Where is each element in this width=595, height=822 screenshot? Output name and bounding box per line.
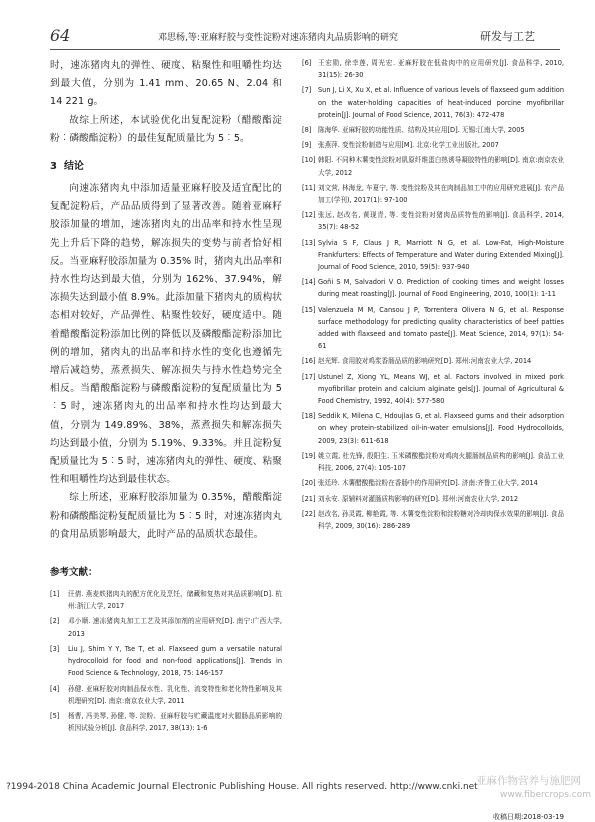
section-heading <box>50 159 282 175</box>
reference-number: [2] <box>50 617 60 626</box>
reference-text: 张远, 赵改名, 黄现青, 等. 变性淀粉对猪肉品质特性的影响[J]. 食品科学, 2014, 35(7): 48-52 <box>318 211 564 232</box>
reference-text: 刘文营, 林海龙, 车夏宁, 等. 变性淀粉及其在肉制品加工中的应用研究进展[J]. 农产品加工(学刊), 2017(1): 97-100 <box>318 183 564 205</box>
reference-item <box>302 209 564 233</box>
paragraph-continued: 时，速冻猪肉丸的弹性、硬度、粘聚性和咀嚼性均达到最大值，分别为 1.41 mm、20.65 N、2.04 和 14 221 g。 <box>50 60 282 108</box>
reference-item <box>302 57 564 81</box>
reference-item <box>50 615 282 639</box>
reference-text: Goñi S M, Salvadori V O. Prediction of cooking times and weight losses during meat roasting[J]. Journal of Food Engineering, 2010, 100(1): 1-11 <box>318 278 564 299</box>
reference-number: [22] <box>302 509 316 518</box>
reference-text: 张廷玲. 木薯醋酸酯淀粉在香肠中的作用研究[D]. 济南:齐鲁工业大学, 2014 <box>318 479 538 488</box>
reference-item <box>302 84 564 121</box>
reference-item <box>50 588 282 612</box>
reference-item <box>302 410 564 447</box>
reference-text: Seddik K, Milena C, Hdoujlas G, et al. Flaxseed gums and their adsorption on whey protein-stabilized oil-in-water emulsions[J]. Food Hydrocolloids, 2009, 23(3): 611-618 <box>318 412 564 445</box>
reference-text: Sylvia S F, Claus J R, Marriott N G, et al. Low-Fat, High-Moisture Frankfurters: Effects of Temperature and Water during Extended Mixing[J]. Journal of Food Science, 2010, 59(5): 937-940 <box>318 238 564 272</box>
reference-number: [14] <box>302 278 316 287</box>
reference-number: [4] <box>50 684 60 693</box>
reference-number: [1] <box>50 590 60 599</box>
reference-text: Ustunel Z, Xiong YL, Means WJ, et al. Factors involved in mixed pork myofibrillar protein and calcium alginate gels[J]. Journal of Agricultural & Food Chemistry, 1992, 40(4): 577-580 <box>318 372 564 406</box>
reference-number: [19] <box>302 451 316 460</box>
reference-number: [8] <box>302 126 312 135</box>
references-heading: 参考文献： <box>50 567 98 579</box>
reference-item <box>302 139 564 151</box>
reference-list-right <box>302 57 564 532</box>
reference-item <box>302 477 564 489</box>
watermark-text: 亚麻作物营养与施肥网 <box>476 775 581 787</box>
reference-text: 张燕萍. 变性淀粉制造与应用[M]. 北京:化学工业出版社, 2007 <box>318 141 499 150</box>
reference-text: 陈海华. 亚麻籽胶的功能性质、结构及其应用[D]. 无锡:江南大学, 2005 <box>318 126 525 135</box>
received-date: 收稿日期:2018-03-19 <box>492 813 564 821</box>
reference-text: Valenzuela M M, Cansou J P, Torrentera Olivera N G, et al. Response surface methodology for predicting quality characteristics of beef patties added with flaxseed and tomato paste[J]. Meat Science, 2014, 97(1): 54-61 <box>318 305 564 351</box>
section-number: 3 <box>50 161 57 173</box>
reference-text: 赵光辉. 食用胶对鸡浆香肠品质的影响研究[D]. 郑州:河南农业大学, 2014 <box>318 357 532 366</box>
reference-number: [11] <box>302 183 316 192</box>
reference-item <box>302 355 564 367</box>
reference-number: [18] <box>302 412 316 421</box>
reference-text: 韩阳. 不同种木薯变性淀粉对肌原纤维蛋白热诱导凝胶特性的影响[D]. 南京:南京农业大学, 2012 <box>318 156 564 177</box>
reference-number: [12] <box>302 211 316 220</box>
reference-text: 姚立霞, 杜先锋, 殷阳生. 玉米磷酸酯淀粉对鸡肉火腿肠制品质构的影响[J]. 食品工业科技, 2006, 27(4): 105-107 <box>318 451 564 473</box>
reference-number: [16] <box>302 357 316 366</box>
left-column <box>50 57 282 737</box>
reference-item <box>50 683 282 707</box>
header-rule <box>50 49 560 50</box>
reference-item <box>50 643 282 680</box>
running-title: 邓思杨,等:亚麻籽胶与变性淀粉对速冻猪肉丸品质影响的研究 <box>158 33 398 43</box>
footer-copyright: ?1994-2018 China Academic Journal Electronic Publishing House. All rights reserved. http://www.cnki.net <box>6 782 478 792</box>
reference-list-left <box>50 588 282 734</box>
watermark-url: www.fibercrops.com <box>500 790 591 800</box>
reference-number: [21] <box>302 494 316 503</box>
page-number: 64 <box>50 26 71 45</box>
reference-item <box>302 304 564 353</box>
conclusion-paragraph-2: 综上所述，亚麻籽胶添加量为 0.35%，醋酸酯淀粉和磷酸酯淀粉复配质量比为 5︰5 时，对速冻猪肉丸的食用品质影响最大，此时产品的品质状态最佳。 <box>50 492 282 540</box>
journal-name: 研发与工艺 <box>480 30 535 43</box>
reference-number: [17] <box>302 372 316 381</box>
reference-item <box>302 493 564 505</box>
reference-text: 邓小顺. 速冻猪肉丸加工工艺及其添加剂的应用研究[D]. 南宁:广西大学, 2013 <box>68 617 282 638</box>
reference-item <box>50 710 282 734</box>
reference-text: 赵改名, 孙灵霞, 柳艳霞, 等. 木薯变性淀粉和淀粉糖对冷却肉保水效果的影响[J]. 食品科学, 2009, 30(16): 286-289 <box>318 509 564 530</box>
reference-number: [3] <box>50 644 60 653</box>
reference-text: Sun J, Li X, Xu X, et al. Influence of various levels of flaxseed gum addition on the water-holding capacities of heat-induced porcine myofibrillar protein[J]. Journal of Food Science, 2011, 76(3): 472-478 <box>318 86 564 119</box>
reference-number: [5] <box>50 711 60 720</box>
reference-text: 刘永安. 原辅料对灌肠质构影响的研究[D]. 郑州:河南农业大学, 2012 <box>318 494 519 503</box>
reference-text: 杨曹, 冯美琴, 孙健, 等. 淀粉、亚麻籽胶与贮藏温度对火腿肠品质影响的析因试验分析[J]. 食品科学, 2017, 38(13): 1-6 <box>68 711 282 733</box>
reference-number: [13] <box>302 238 316 247</box>
reference-item <box>302 508 564 532</box>
reference-item <box>302 237 564 274</box>
reference-number: [10] <box>302 156 316 165</box>
reference-number: [20] <box>302 479 316 488</box>
conclusion-paragraph-1: 向速冻猪肉丸中添加适量亚麻籽胶及适宜配比的复配淀粉后，产品品质得到了显著改善。随着亚麻籽胶添加量的增加，速冻猪肉丸的出品率和持水性呈现先上升后下降的趋势，解冻损失的变势与前者恰好相反。当亚麻籽胶添加量为 0.35% 时，猪肉丸出品率和持水性均达到最大值，分别为 162%、37.94%，解冻损失达到最小值 8.9%。此添加量下猪肉丸的质构状态相对较好，产品弹性、粘聚性较好，硬度适中。随着醋酸酯淀粉添加比例的降低以及磷酸酯淀粉添加比例的增加，猪肉丸的出品率和持水性的变化也遵循先增后减趋势，蒸煮损失、解冻损失与持水性趋势完全相反。当醋酸酯淀粉与磷酸酯淀粉的复配质量比为 5︰5 时，速冻猪肉丸的出品率和持水性均达到最大值，分别为 149.89%、38%，蒸煮损失和解冻损失均达到最小值，分别为 5.19%、9.33%。并且淀粉复配质量比为 5︰5 时，速冻猪肉丸的弹性、硬度、粘聚性和咀嚼性均达到最佳状态。 <box>50 183 282 486</box>
reference-number: [9] <box>302 141 312 150</box>
reference-item <box>302 371 564 408</box>
reference-text: 汪倩. 燕麦麸猪肉丸的配方优化及烹饪、储藏和复热对其品质影响[D]. 杭州:浙江大学, 2017 <box>68 590 282 611</box>
reference-item <box>302 154 564 178</box>
reference-text: 孙健. 亚麻籽胶对肉制品保水性、乳化性、流变特性和老化特性影响及其机理研究[D]. 南京:南京农业大学, 2011 <box>68 684 282 705</box>
reference-item <box>302 182 564 206</box>
reference-number: [7] <box>302 86 312 95</box>
reference-item <box>302 276 564 300</box>
reference-text: 王宏勋, 徐幸莲, 周光宏. 亚麻籽胶在低盐肉中的应用研究[J]. 食品科学, 2010, 31(15): 26-30 <box>318 59 564 80</box>
reference-item <box>302 124 564 136</box>
section-title: 结论 <box>63 161 84 173</box>
reference-item <box>302 450 564 474</box>
reference-number: [15] <box>302 305 316 314</box>
reference-text: Liu J, Shim Y Y, Tse T, et al. Flaxseed gum a versatile natural hydrocolloid for food and non-food applications[J]. Trends in Food Science & Technology, 2018, 75: 146-157 <box>68 644 282 678</box>
reference-number: [6] <box>302 59 312 67</box>
paragraph-summary: 故综上所述，本试验优化出复配淀粉（醋酸酯淀粉︰磷酸酯淀粉）的最佳复配质量比为 5︰5。 <box>50 114 282 144</box>
